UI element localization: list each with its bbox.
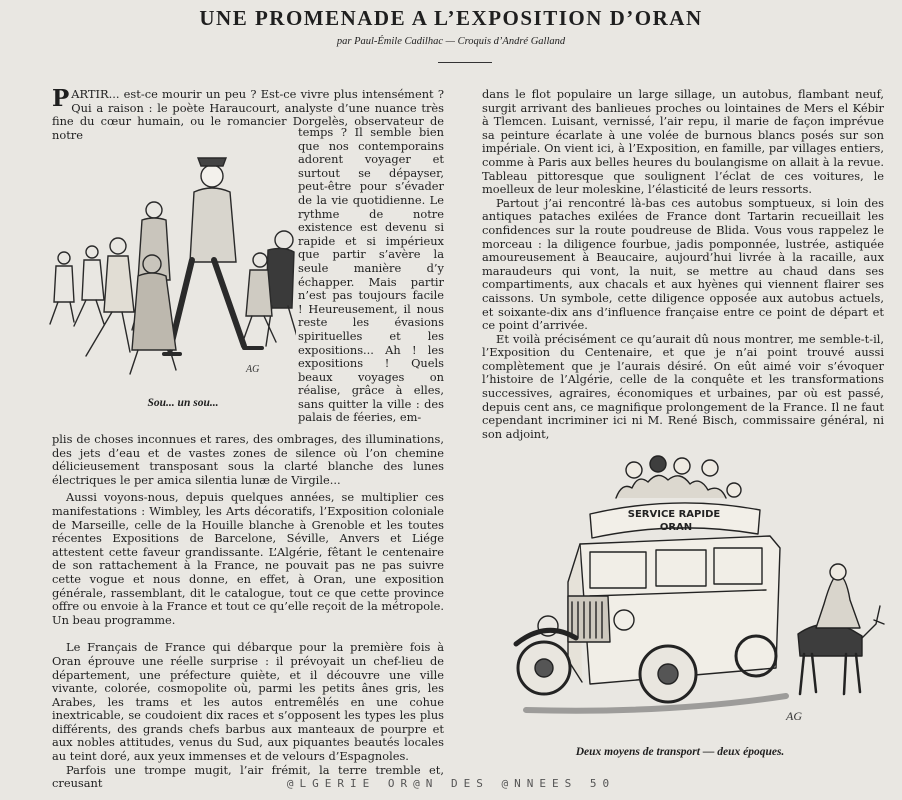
bus-illustration — [506, 448, 886, 742]
right-col — [482, 88, 884, 441]
left-figure-caption: Sou... un sou... — [147, 397, 219, 409]
paragraph-autobus: dans le flot populaire un large sillage, un autobus, flambant neuf, surgit arrivant des banlieues proches ou lointaines de Mers el Kébir à Tlemcen. Luisant, vernissé, l’air repu, il marie de façon imprévue sa peinture écarlate à une volée de burnous blancs posés sur son impériale. On vient ici, à l’Exposition, en famille, par villages entiers, comme à Paris aux belles heures du boulangisme on allait à la revue. Tableau pittoresque que soulignent l’éclat de ces voitures, le moelleux de leur moleskine, l’élasticité de leurs ressorts. — [482, 87, 884, 197]
intro-paragraph-narrow: temps ? Il semble bien que nos contemporains adorent voyager et surtout se dépayser, peut-être pour s’évader de la vie quotidienne. Le rythme de notre existence est devenu si rapide et si impérieux que partir s’avère la seule manière d’y échapper. Mais partir n’est pas toujours facile ! Heureusement, il nous reste les évasions spirituelles et les expositions... Ah ! les expositions ! Quels beaux voyages on réalise, grâce à elles, sans quitter la ville : des palais de féeries, em- — [298, 125, 444, 425]
article-byline: par Paul-Émile Cadilhac — Croquis d’André Galland — [336, 36, 566, 47]
watermark-footer: @LGERIE OR@N DES @NNEES 50 — [286, 777, 616, 790]
intro-paragraph-top: ARTIR... est-ce mourir un peu ? Est-ce vivre plus intensément ? Qui a raison : le poète Haraucourt, analyste d’une nuance très fine du cœur humain, ou le romancier Dorgelès, observateur de notre — [52, 87, 444, 142]
left-col-bottom — [52, 433, 444, 791]
bus-sign-line1: SERVICE RAPIDE — [627, 509, 721, 520]
drop-cap: P — [52, 85, 70, 112]
bus-sign-line2: ORAN — [659, 522, 693, 533]
paragraph-diligence: Partout j’ai rencontré là-bas ces autobus somptueux, si loin des antiques pataches exilées de France dont Tartarin recueillait les confidences sur la route poudreuse de Blida. Vous vous rappelez le morceau : la diligence fourbue, jadis pomponnée, lustrée, astiquée amoureusement à Beaucaire, aujourd’hui livrée à la racaille, aux maraudeurs qui vont, la nuit, se mettre au chaud dans ses compartiments, aux chacals et aux hyènes qui viennent flairer ses caissons. Un symbole, cette diligence opposée aux autobus actuels, et soixante-dix ans d’influence française entre ce point de départ et ce point d’arrivée. — [482, 195, 884, 333]
title-rule — [438, 62, 492, 63]
paragraph-trompe: Parfois une trompe mugit, l’air frémit, la terre tremble et, creusant — [52, 762, 444, 791]
paragraph-expositions: Aussi voyons-nous, depuis quelques années, se multiplier ces manifestations : Wimbley, les Arts décoratifs, l’Exposition coloniale de Marseille, celle de la Houille blanche à Grenoble et les toutes récentes Expositions de Barcelone, Séville, Anvers et Liége attestent cette faveur grandissante. L’Algérie, fêtant le centenaire de son rattachement à la France, ne pouvait pas ne pas suivre cette vogue et nous donne, en effet, à Oran, une exposition générale, rassemblant, dit le catalogue, tout ce que cette province offre ou envoie à la France et tout ce qu’elle reçoit de la métropole. Un beau programme. — [52, 490, 444, 627]
intro-paragraph-bottom: plis de choses inconnues et rares, des ombrages, des illuminations, des jets d’eau et de vastes zones de silence où l’on chemine délicieusement transposant sous la clarté blanche des lunes électriques le per amica silentia lunæ de Virgile... — [52, 432, 444, 487]
article-title: UNE PROMENADE A L’EXPOSITION D’ORAN — [199, 6, 703, 30]
left-fig-signature: AG — [246, 364, 260, 375]
right-figure-caption: Deux moyens de transport — deux époques. — [575, 746, 785, 758]
children-illustration — [34, 140, 296, 390]
right-fig-signature: AG — [786, 709, 802, 723]
paragraph-centenaire: Et voilà précisément ce qu’aurait dû nous montrer, me semble-t-il, l’Exposition du Centenaire, et que je n’ai point trouvé aussi complètement que je l’aurais désiré. On eût aimé voir s’évoquer l’histoire de l’Algérie, celle de la conquête et les transformations successives, agraires, économiques et urbaines, par où est passé, depuis cent ans, ce magnifique prolongement de la France. Il ne faut cependant incriminer ici ni M. René Bisch, commissaire général, ni son adjoint, — [482, 331, 884, 441]
paragraph-oran-arrival: Le Français de France qui débarque pour la première fois à Oran éprouve une réelle surprise : il prévoyait un chef-lieu de département, une préfecture quiète, et il découvre une ville vivante, colorée, cosmopolite où, parmi les petits ânes gris, les Arabes, les trams et les autos entremêlés en une cohue inextricable, se coudoient dix races et s’opposent les types les plus différents, des grands chefs barbus aux manteaux de pourpre et aux nobles attitudes, venus du Sud, aux piquantes beautés locales au teint doré, aux yeux immenses et de velours d’Espagnoles. — [52, 640, 444, 764]
